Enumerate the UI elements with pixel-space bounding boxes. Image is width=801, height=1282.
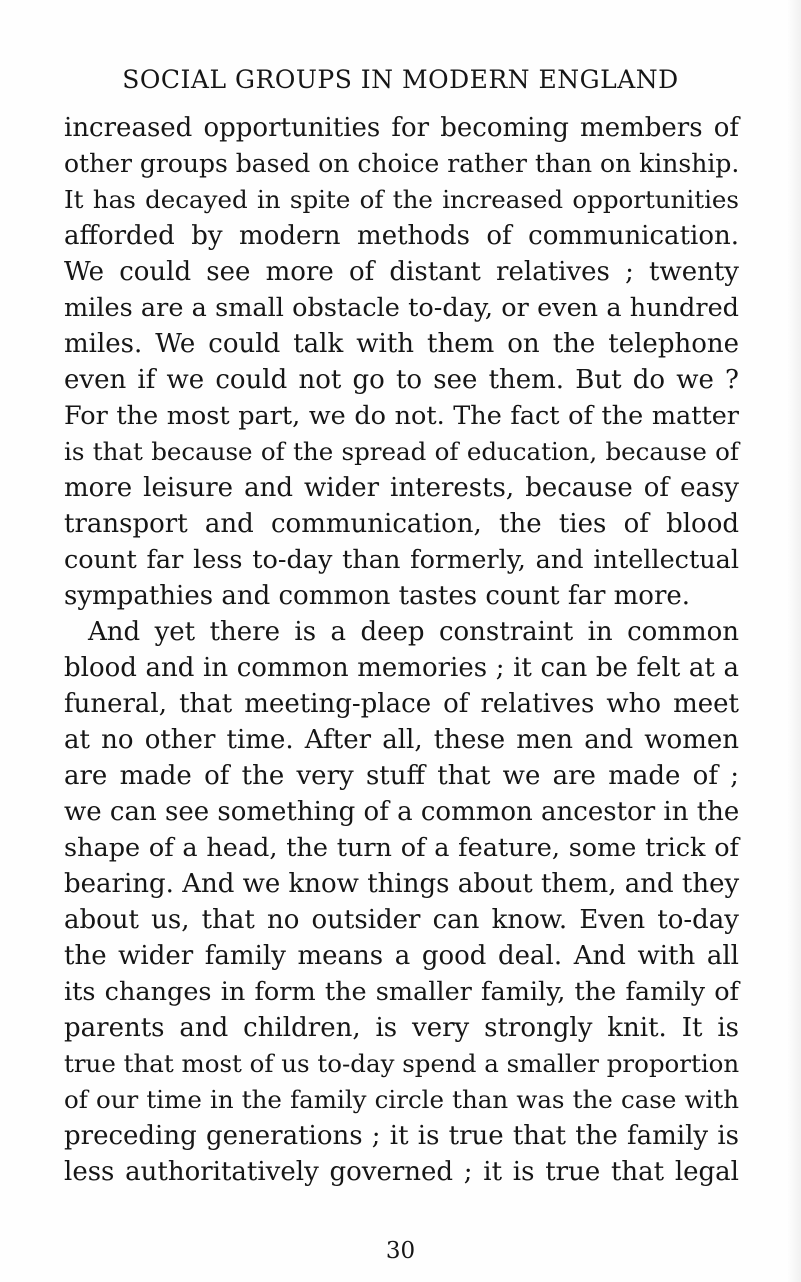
text-line: true that most of us to-day spend a smaller proportion (64, 1049, 740, 1078)
text-line: other groups based on choice rather than on kinship. (64, 149, 740, 178)
text-line: the wider family means a good deal. And with all (64, 941, 739, 971)
text-line: shape of a head, the turn of a feature, some trick of (64, 833, 739, 863)
text-line: more leisure and wider interests, because of easy (64, 473, 739, 503)
text-line: we can see something of a common ancestor in the (64, 797, 740, 827)
text-line: blood and in common memories ; it can be felt at a (64, 653, 739, 683)
text-line: miles. We could talk with them on the telephone (64, 329, 739, 359)
text-line: is that because of the spread of education, because of (64, 437, 739, 466)
text-line: parents and children, is very strongly knit. It is (64, 1013, 739, 1043)
text-line: For the most part, we do not. The fact of the matter (64, 401, 739, 431)
text-line: bearing. And we know things about them, and they (64, 869, 740, 899)
text-line: And yet there is a deep constraint in common (88, 617, 739, 647)
text-line: are made of the very stuff that we are made of ; (64, 761, 739, 791)
text-line: We could see more of distant relatives ; twenty (64, 257, 739, 287)
text-line: even if we could not go to see them. But do we ? (64, 365, 739, 395)
body-text (64, 110, 739, 1190)
text-line: preceding generations ; it is true that the family is (64, 1121, 739, 1151)
text-line: transport and communication, the ties of blood (64, 509, 739, 539)
text-line: funeral, that meeting-place of relatives who meet (64, 689, 739, 719)
text-line: its changes in form the smaller family, the family of (64, 977, 739, 1007)
text-line: afforded by modern methods of communication. (64, 221, 739, 251)
text-line: sympathies and common tastes count far more. (64, 581, 691, 611)
page-number: 30 (385, 1238, 416, 1264)
text-line: It has decayed in spite of the increased opportunities (64, 185, 739, 214)
page-edge-shadow (787, 0, 801, 1282)
text-line: about us, that no outsider can know. Even to-day (64, 905, 739, 935)
text-line: less authoritatively governed ; it is true that legal (64, 1157, 739, 1187)
running-head: SOCIAL GROUPS IN MODERN ENGLAND (122, 65, 679, 94)
text-line: of our time in the family circle than was the case with (64, 1085, 739, 1114)
text-line: at no other time. After all, these men and women (64, 725, 739, 755)
text-line: increased opportunities for becoming members of (64, 113, 739, 143)
text-line: miles are a small obstacle to-day, or even a hundred (64, 293, 739, 323)
text-line: count far less to-day than formerly, and intellectual (64, 545, 739, 575)
